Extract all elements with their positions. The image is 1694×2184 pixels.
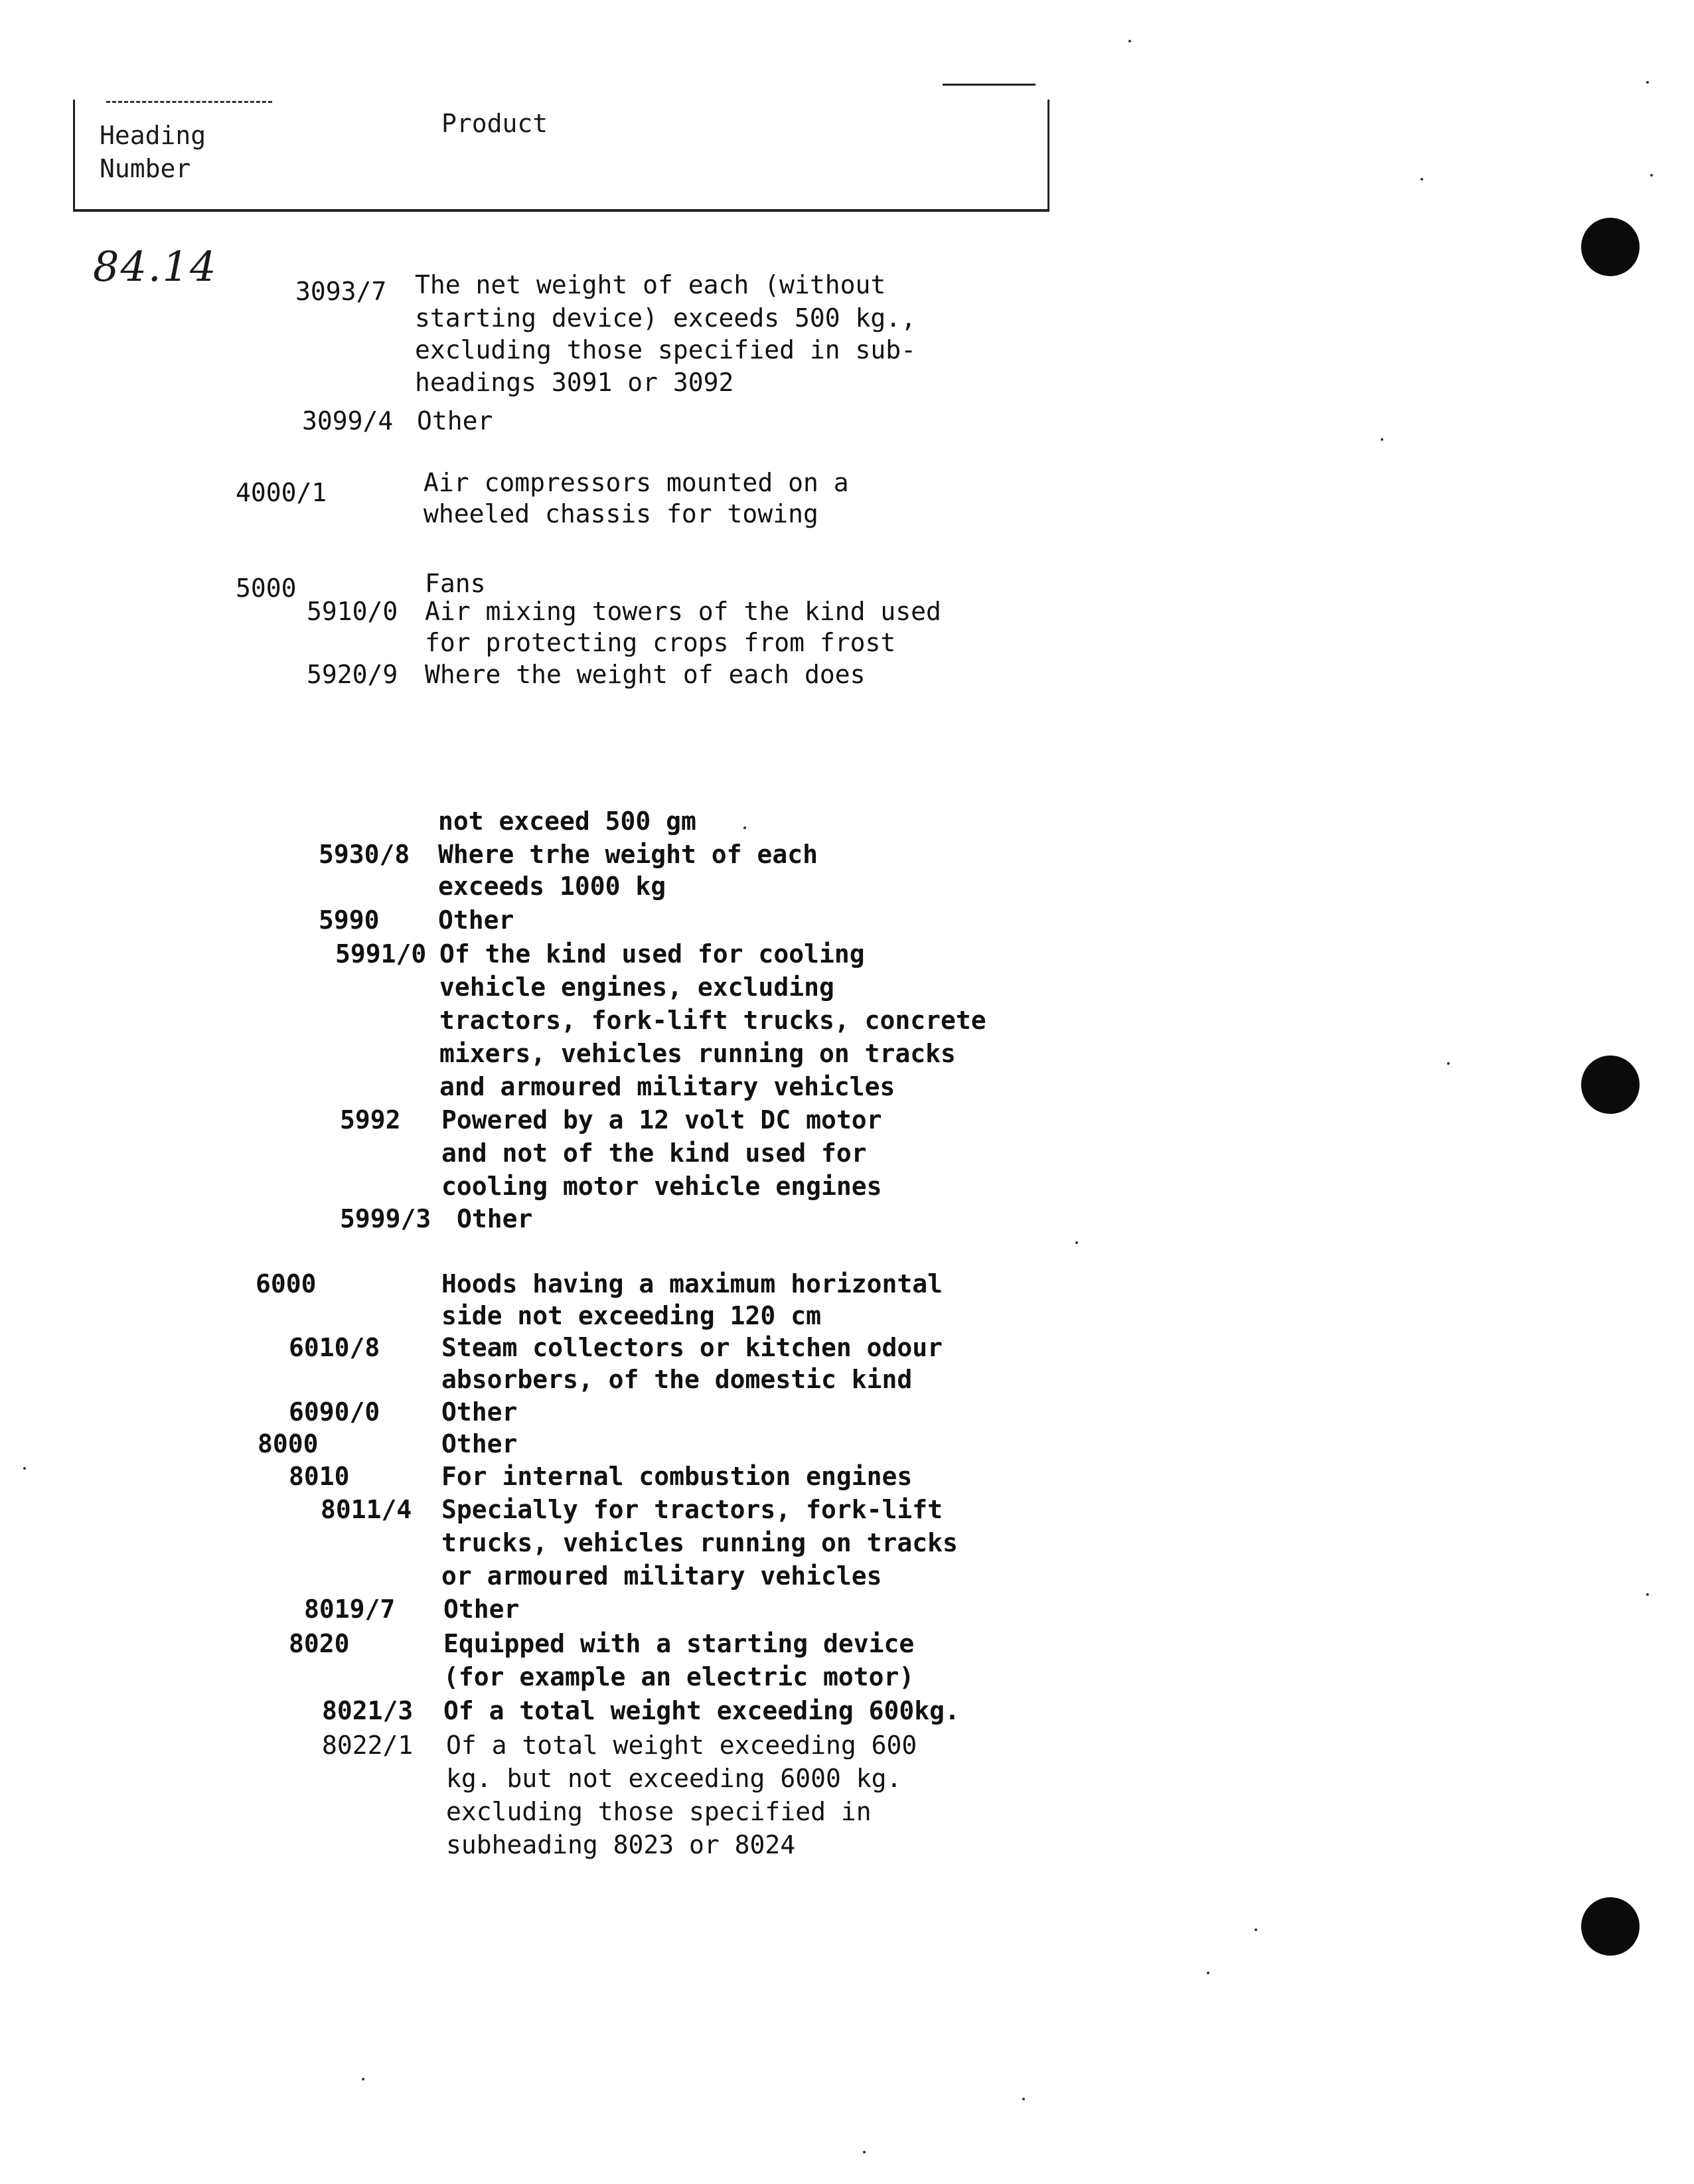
subheading-code: 6090/0	[289, 1397, 380, 1427]
scan-speck	[362, 2078, 364, 2080]
product-description: wheeled chassis for towing	[424, 499, 818, 528]
subheading-code: 4000/1	[236, 478, 327, 507]
product-description: side not exceeding 120 cm	[441, 1301, 821, 1330]
product-description: Of a total weight exceeding 600kg.	[443, 1696, 960, 1725]
scan-speck	[1022, 2098, 1025, 2100]
product-description: or armoured military vehicles	[441, 1561, 882, 1591]
product-description: excluding those specified in	[446, 1797, 872, 1826]
subheading-code: 8011/4	[321, 1495, 412, 1524]
heading-code: 5000	[236, 574, 297, 603]
scan-speck	[1128, 40, 1131, 42]
product-description: Other	[443, 1595, 520, 1624]
product-description: and armoured military vehicles	[439, 1072, 895, 1101]
heading-code: 8000	[258, 1429, 319, 1458]
product-description: Where trhe weight of each	[438, 840, 818, 869]
scan-speck	[1381, 438, 1383, 441]
subheading-code: 6010/8	[289, 1333, 380, 1362]
product-description: (for example an electric motor)	[443, 1662, 915, 1691]
product-description: trucks, vehicles running on tracks	[441, 1528, 958, 1557]
punch-hole	[1581, 218, 1640, 276]
product-description: Fans	[425, 569, 486, 598]
product-description: tractors, fork-lift trucks, concrete	[439, 1006, 986, 1035]
punch-hole	[1581, 1055, 1640, 1114]
subheading-code: 8022/1	[322, 1731, 414, 1760]
product-description: Of the kind used for cooling	[439, 939, 865, 969]
scan-speck	[1075, 1241, 1078, 1244]
subheading-code: 8019/7	[304, 1595, 396, 1624]
product-description: Air mixing towers of the kind used	[425, 597, 941, 626]
scan-speck	[1650, 174, 1653, 177]
heading-label-line2: Number	[100, 154, 191, 183]
product-description: Other	[457, 1204, 533, 1233]
header-top-rule-right	[943, 84, 1036, 86]
subheading-code: 8021/3	[322, 1696, 414, 1725]
product-description: excluding those specified in sub-	[415, 335, 916, 364]
product-description: Of a total weight exceeding 600	[446, 1731, 917, 1760]
product-description: Specially for tractors, fork-lift	[441, 1495, 943, 1524]
scan-speck	[863, 2151, 866, 2153]
subheading-code: 8010	[289, 1462, 350, 1491]
product-description: exceeds 1000 kg	[438, 872, 666, 901]
product-description: mixers, vehicles running on tracks	[439, 1039, 956, 1068]
header-box	[73, 100, 1049, 212]
subheading-code: 5910/0	[307, 597, 398, 626]
subheading-code: 5990	[319, 905, 380, 935]
subheading-code: 5991/0	[335, 939, 427, 969]
subheading-code: 3093/7	[295, 277, 387, 306]
product-description: cooling motor vehicle engines	[441, 1172, 882, 1201]
product-description: The net weight of each (without	[415, 270, 886, 299]
product-label: Product	[441, 109, 548, 138]
product-description: kg. but not exceeding 6000 kg.	[446, 1764, 902, 1793]
subheading-code: 5930/8	[319, 840, 410, 869]
subheading-code: 8020	[289, 1629, 350, 1658]
product-description: Steam collectors or kitchen odour	[441, 1333, 943, 1362]
scan-speck	[23, 1467, 26, 1470]
scan-speck	[1421, 178, 1423, 181]
scan-speck	[1255, 1928, 1257, 1931]
product-description: Other	[441, 1429, 518, 1458]
product-description: For internal combustion engines	[441, 1462, 913, 1491]
scan-speck	[1447, 1062, 1450, 1065]
product-description: Air compressors mounted on a	[424, 468, 849, 497]
product-description: and not of the kind used for	[441, 1138, 867, 1168]
subheading-code: 5920/9	[307, 660, 398, 689]
product-description: Other	[438, 905, 514, 935]
product-description: absorbers, of the domestic kind	[441, 1365, 913, 1394]
heading-code: 6000	[256, 1269, 317, 1298]
product-description: Other	[441, 1397, 518, 1427]
punch-hole	[1581, 1897, 1640, 1956]
scan-speck	[1207, 1972, 1209, 1974]
product-description: Hoods having a maximum horizontal	[441, 1269, 943, 1298]
subheading-code: 5999/3	[340, 1204, 431, 1233]
product-description: starting device) exceeds 500 kg.,	[415, 303, 916, 333]
scan-speck	[1646, 81, 1649, 84]
product-description: Where the weight of each does	[425, 660, 866, 689]
product-description: vehicle engines, excluding	[439, 973, 834, 1002]
scan-speck	[743, 826, 746, 829]
product-description: subheading 8023 or 8024	[446, 1830, 796, 1859]
subheading-code: 5992	[340, 1105, 401, 1134]
product-description: Equipped with a starting device	[443, 1629, 915, 1658]
heading-label-line1: Heading	[100, 121, 206, 150]
product-description: Other	[417, 406, 493, 435]
product-description: for protecting crops from frost	[425, 628, 896, 657]
product-description: not exceed 500 gm	[438, 807, 696, 836]
subheading-code: 3099/4	[302, 406, 394, 435]
product-description: headings 3091 or 3092	[415, 368, 734, 397]
scan-speck	[1646, 1593, 1649, 1596]
handwritten-heading-number: 84.14	[93, 242, 218, 291]
product-description: Powered by a 12 volt DC motor	[441, 1105, 882, 1134]
